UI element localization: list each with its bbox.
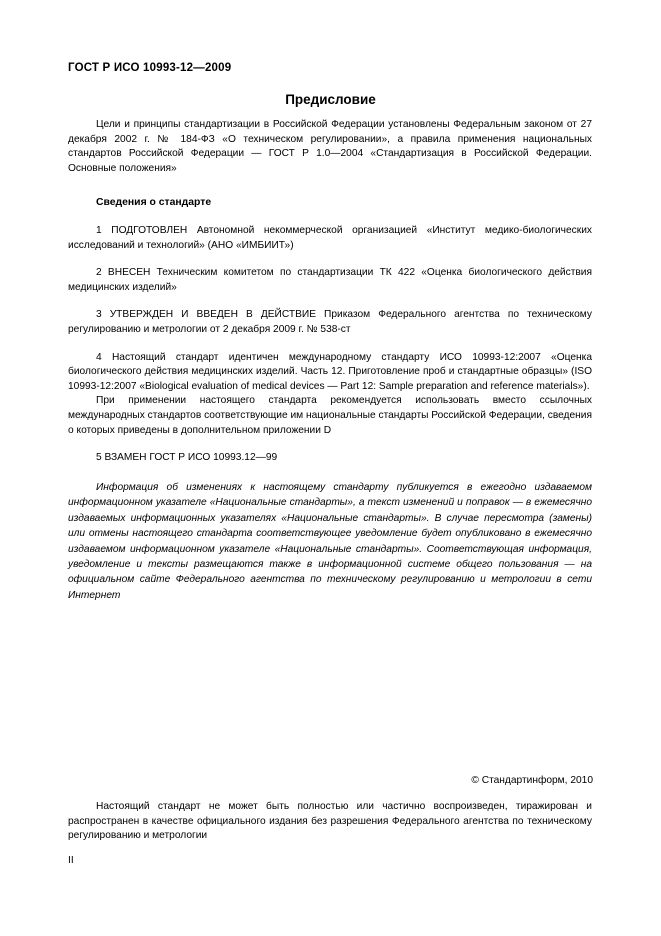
document-standard-number: ГОСТ Р ИСО 10993-12—2009 (68, 62, 232, 74)
page-title: Предисловие (285, 92, 376, 107)
document-body (68, 118, 592, 466)
section-subheading: Сведения о стандарте (96, 197, 212, 209)
list-item: 4 Настоящий стандарт идентичен международному стандарту ИСО 10993-12:2007 «Оценка биологического действия медицинских изделий. Часть 12. Приготовление проб и стандартные образцы» (ISO 10993-12:2007 «Biological evaluation of medical devices — Part 12: Sample preparation and reference materials»). (68, 351, 592, 392)
page-number: II (68, 855, 74, 866)
reproduction-notice: Настоящий стандарт не может быть полностью или частично воспроизведен, тиражирован и распространен в качестве официального издания без разрешения Федерального агентства по техническому регулированию и метрологии (68, 801, 592, 842)
intro-paragraph: Цели и принципы стандартизации в Российской Федерации установлены Федеральным законом от 27 декабря 2002 г. № 184-ФЗ «О техническом регулировании», а правила применения национальных стандартов Российской Федерации — ГОСТ Р 1.0—2004 «Стандартизация в Российской Федерации. Основные положения» (68, 119, 592, 174)
list-item: 2 ВНЕСЕН Техническим комитетом по стандартизации ТК 422 «Оценка биологического действия медицинских изделий» (68, 267, 592, 293)
list-item-continuation: При применении настоящего стандарта рекомендуется использовать вместо ссылочных международных стандартов соответствующие им национальные стандарты Российской Федерации, сведения о которых приведены в дополнительном приложении D (68, 395, 593, 436)
list-item: 3 УТВЕРЖДЕН И ВВЕДЕН В ДЕЙСТВИЕ Приказом Федерального агентства по техническому регулированию и метрологии от 2 декабря 2009 г. № 538-ст (68, 309, 592, 335)
list-item: 1 ПОДГОТОВЛЕН Автономной некоммерческой организацией «Институт медико-биологических исследований и технологий» (АНО «ИМБИИТ») (68, 224, 592, 251)
list-item: 5 ВЗАМЕН ГОСТ Р ИСО 10993.12—99 (96, 452, 278, 464)
copyright-line: © Стандартинформ, 2010 (471, 775, 593, 786)
amendment-notice: Информация об изменениях к настоящему стандарту публикуется в ежегодно издаваемом информационном указателе «Национальные стандарты», а текст изменений и поправок — в ежемесячно издаваемых информационных указателях «Национальные стандарты». В случае пересмотра (замены) или отмены настоящего стандарта соответствующее уведомление будет опубликовано в ежемесячно издаваемом информационном указателе «Национальные стандарты». Соответствующая информация, уведомление и тексты размещаются также в информационной системе общего пользования — на официальном сайте Федерального агентства по техническому регулированию и метрологии в сети Интернет (68, 482, 592, 601)
